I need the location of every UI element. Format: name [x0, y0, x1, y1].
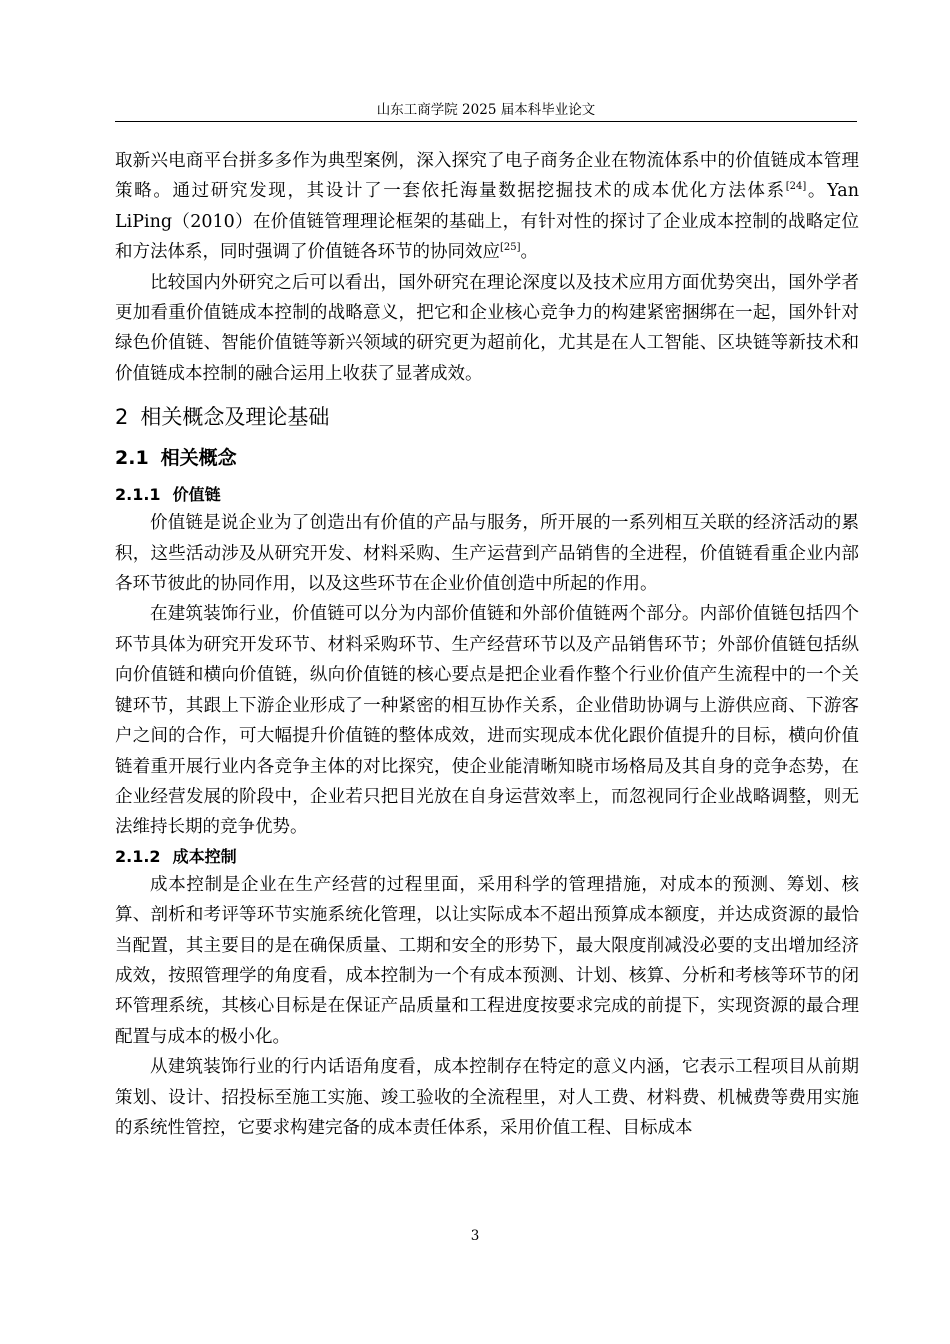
subsection-title: 相关概念 [160, 447, 237, 470]
running-header: 山东工商学院 2025 届本科毕业论文 [376, 102, 596, 118]
subsubsection-number: 2.1.2 [115, 846, 161, 866]
section-title: 相关概念及理论基础 [140, 405, 330, 430]
paragraph-comparison: 比较国内外研究之后可以看出，国外研究在理论深度以及技术应用方面优势突出，国外学者更加看重价值链成本控制的战略意义，把它和企业核心竞争力的构建紧密捆绑在一起，国外针对绿色价值链、智能价值链等新兴领域的研究更为超前化，尤其是在人工智能、区块链等新技术和价值链成本控制的融合运用上收获了显著成效。 [115, 272, 859, 384]
main-content [115, 146, 859, 1143]
header-rule [115, 121, 857, 122]
paragraph-end: 。 [520, 242, 539, 263]
subsubsection-title: 价值链 [172, 485, 221, 505]
subsection-number: 2.1 [115, 447, 149, 470]
citation-marker: [25] [500, 242, 521, 254]
paragraph-cost-control-definition: 成本控制是企业在生产经营的过程里面，采用科学的管理措施，对成本的预测、筹划、核算、剖析和考评等环节实施系统化管理，以让实际成本不超出预算成本额度，并达成资源的最恰当配置，其主要目的是在确保质量、工期和安全的形势下，最大限度削减没必要的支出增加经济成效，按照管理学的角度看，成本控制为一个有成本预测、计划、核算、分析和考核等环节的闭环管理系统，其核心目标是在保证产品质量和工程进度按要求完成的前提下，实现资源的最合理配置与成本的极小化。 [115, 874, 859, 1047]
subsubsection-heading-value-chain [115, 482, 859, 508]
subsubsection-number: 2.1.1 [115, 485, 161, 505]
paragraph-cost-control-industry: 从建筑装饰行业的行内话语角度看，成本控制存在特定的意义内涵，它表示工程项目从前期策划、设计、招投标至施工实施、竣工验收的全流程里，对人工费、材料费、机械费等费用实施的系统性管控，它要求构建完备的成本责任体系，采用价值工程、目标成本 [115, 1057, 859, 1138]
page-number: 3 [470, 1228, 480, 1244]
paragraph-end: 。 [806, 181, 828, 202]
paragraph-value-chain-industry: 在建筑装饰行业，价值链可以分为内部价值链和外部价值链两个部分。内部价值链包括四个环节具体为研究开发环节、材料采购环节、生产经营环节以及产品销售环节；外部价值链包括纵向价值链和横向价值链，纵向价值链的核心要点是把企业看作整个行业价值产生流程中的一个关键环节，其跟上下游企业形成了一种紧密的相互协作关系，企业借助协调与上游供应商、下游客户之间的合作，可大幅提升价值链的整体成效，进而实现成本优化跟价值提升的目标，横向价值链着重开展行业内各竞争主体的对比探究，使企业能清晰知晓市场格局及其自身的竞争态势，在企业经营发展的阶段中，企业若只把目光放在自身运营效率上，而忽视同行企业战略调整，则无法维持长期的竞争优势。 [115, 604, 859, 838]
paragraph-value-chain-definition: 价值链是说企业为了创造出有价值的产品与服务，所开展的一系列相互关联的经济活动的累积，这些活动涉及从研究开发、材料采购、生产运营到产品销售的全进程，价值链看重企业内部各环节彼此的协同作用，以及这些环节在企业价值创造中所起的作用。 [115, 513, 859, 595]
subsection-heading [115, 444, 859, 472]
subsubsection-heading-cost-control [115, 844, 859, 870]
paragraph-continued [115, 146, 859, 268]
paragraph-text: Yan LiPing（2010）在价值链管理理论框架的基础上，有针对性的探讨了企业成本控制的战略定位和方法体系，同时强调了价值链各环节的协同效应 [115, 181, 859, 263]
paragraph-text: 取新兴电商平台拼多多作为典型案例，深入探究了电子商务企业在物流体系中的价值链成本管理策略。通过研究发现，其设计了一套依托海量数据挖掘技术的成本优化方法体系 [115, 151, 859, 202]
section-number: 2 [115, 405, 129, 430]
citation-marker: [24] [785, 181, 807, 193]
section-heading [115, 402, 859, 432]
subsubsection-title: 成本控制 [172, 846, 237, 866]
